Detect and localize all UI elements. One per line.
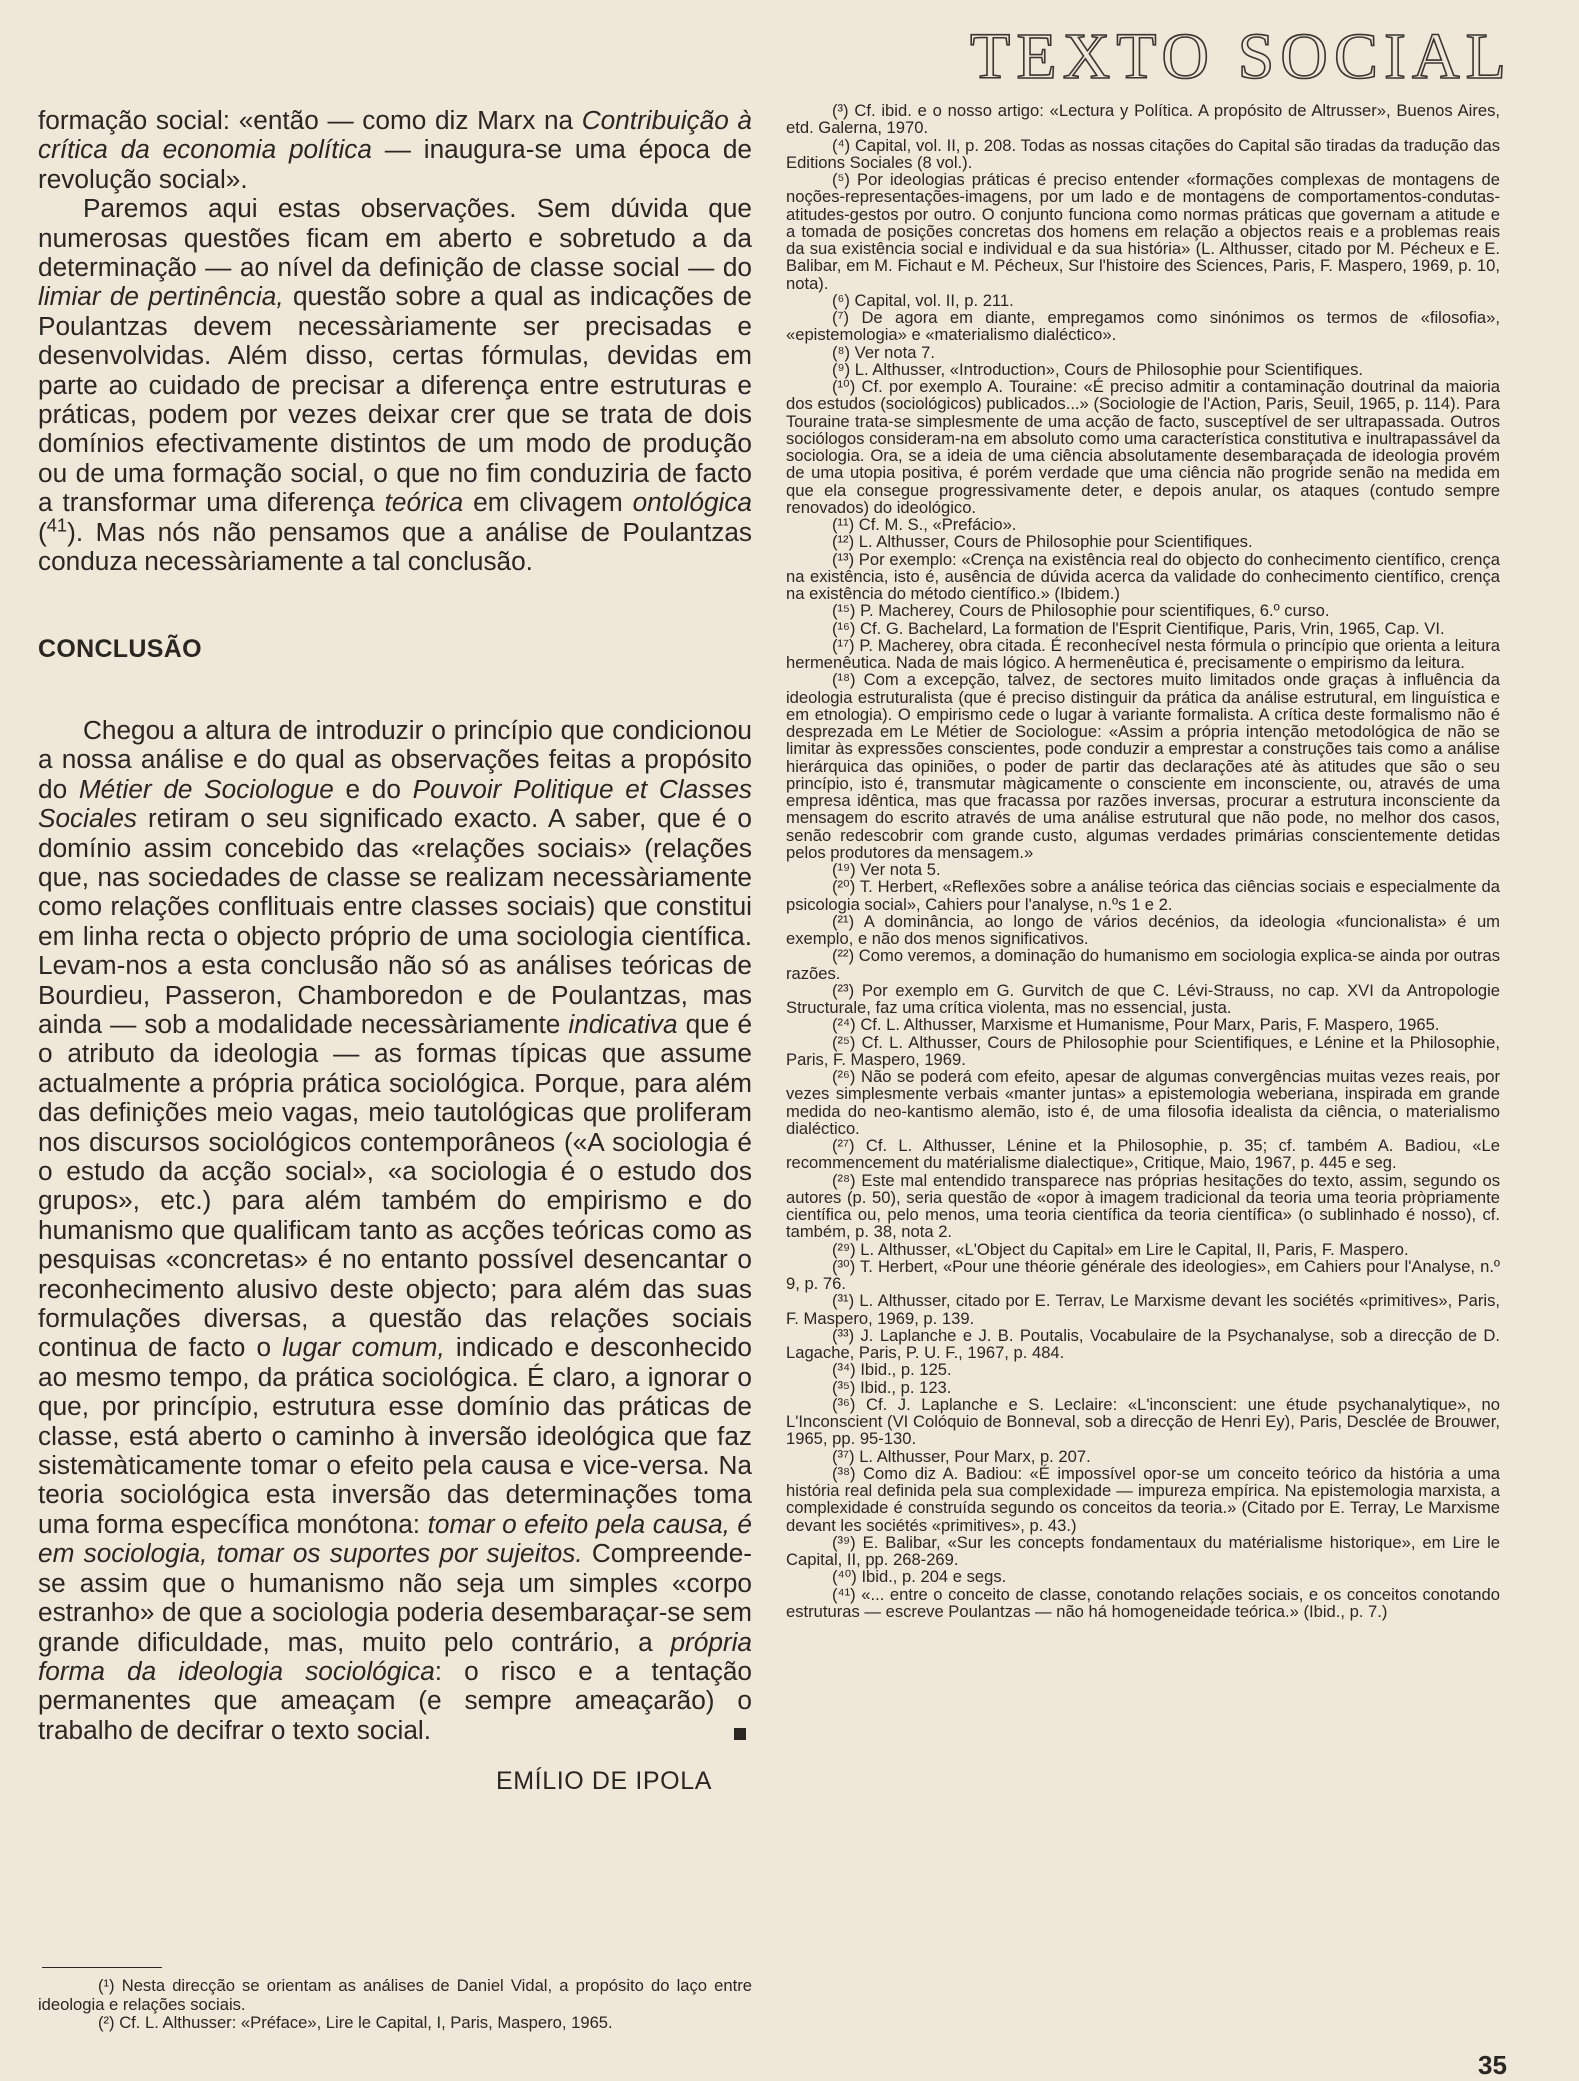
footnote: (¹¹) Cf. M. S., «Prefácio». bbox=[832, 515, 1017, 534]
main-text-column bbox=[38, 106, 752, 1797]
footnote: (¹³) Por exemplo: «Crença na existência real do objecto do conhecimento científico, crença na existência, isto é, ausência de dúvida acerca da validade do conhecimento científico, crença na existência do método científico.» (Ibidem.) bbox=[786, 549, 1500, 603]
footnote: (²⁸) Este mal entendido transparece nas próprias hesitações do texto, assim, segundo os autores (p. 50), seria questão de «opor à imagem tradicional da teoria uma teoria pròpriamente científica ou, pelo menos, uma teoria científica da teoria científica» (o sublinhado é nosso), cf. também, p. 38, nota 2. bbox=[786, 1170, 1500, 1242]
footnote: (²⁷) Cf. L. Althusser, Lénine et la Philosophie, p. 35; cf. também A. Badiou, «Le recommencement du matérialisme dialectique», Critique, Maio, 1967, p. 445 e seg. bbox=[786, 1136, 1500, 1173]
footnote: (³¹) L. Althusser, citado por E. Terrav, Le Marxisme devant les sociétés «primitives», Paris, F. Maspero, 1969, p. 139. bbox=[786, 1291, 1500, 1328]
end-mark-icon bbox=[734, 1728, 746, 1740]
footnote: (⁴⁰) Ibid., p. 204 e segs. bbox=[832, 1567, 1007, 1587]
footnote: (²³) Por exemplo em G. Gurvitch de que C. Lévi-Strauss, no cap. XVI da Antropologie Structurale, faz uma crítica violenta, mas no essencial, justa. bbox=[786, 980, 1500, 1017]
footnote: (⁹) L. Althusser, «Introduction», Cours de Philosophie pour Scientifiques. bbox=[832, 359, 1364, 379]
author-signature: EMÍLIO DE IPOLA bbox=[495, 1767, 712, 1796]
footnote-divider bbox=[42, 1967, 162, 1968]
footnote: (³³) J. Laplanche e J. B. Poutalis, Vocabulaire de la Psychanalyse, sob a direcção de D. Lagache, Paris, P. U. F., 1967, p. 484. bbox=[786, 1325, 1500, 1362]
footnote: (¹²) L. Althusser, Cours de Philosophie pour Scientifiques. bbox=[832, 532, 1253, 552]
section-title: TEXTO SOCIAL bbox=[970, 20, 1512, 93]
paragraph: Paremos aqui estas observações. Sem dúvida que numerosas questões ficam em aberto e sobretudo a da determinação — ao nível da definição de classe social — do limiar de pertinência, questão sobre a qual as indicações de Poulantzas devem necessàriamente ser precisadas e desenvolvidas. Além disso, certas fórmulas, devidas em parte ao cuidado de precisar a diferença entre estruturas e práticas, podem por vezes deixar crer que se trata de dois domínios efectivamente distintos de um modo de produção ou de uma formação social, o que no fim conduziria de facto a transformar uma diferença teórica em clivagem ontológica ($^{41}$). Mas nós não pensamos que a análise de Poulantzas conduza necessàriamente a tal conclusão. bbox=[38, 193, 753, 577]
footnote: (³) Cf. ibid. e o nosso artigo: «Lectura y Política. A propósito de Altrusser», Buenos Aires, etd. Galerna, 1970. bbox=[786, 101, 1500, 138]
footnote: (¹⁹) Ver nota 5. bbox=[832, 860, 941, 879]
footnote: (³⁷) L. Althusser, Pour Marx, p. 207. bbox=[832, 1446, 1091, 1466]
footnote: (⁶) Capital, vol. II, p. 211. bbox=[832, 290, 1014, 310]
footnote: (²⁴) Cf. L. Althusser, Marxisme et Humanisme, Pour Marx, Paris, F. Maspero, 1965. bbox=[832, 1015, 1440, 1035]
footnote: (³⁸) Como diz A. Badiou: «É impossível opor-se um conceito teórico da história a uma história real definida pela sua complexidade — impureza empírica. Na epistemologia marxista, a complexidade é construída segundo os conceitos da teoria.» (Citado por E. Terray, Le Marxisme devant les sociétés «primitives», p. 43.) bbox=[786, 1463, 1500, 1535]
footnote: (¹⁰) Cf. por exemplo A. Touraine: «É preciso admitir a contaminação doutrinal da maioria dos estudos (sociológicos) publicados...» (Sociologie de l'Action, Paris, Seuil, 1965, p. 114). Para Touraine trata-se simplesmente de uma acção de facto, susceptível de ser ultrapassada. Outros sociólogos consideram-na em absoluto como uma característica constitutiva e inultrapassável da sociologia. Ora, se a ideia de uma ciência absolutamente desembaraçada de ideologia provém de uma utopia positiva, é porém verdade que uma ciência não progride senão na medida em que ela consegue progressivamente deter, e depois anular, os ataques (contudo sempre renovados) do ideológico. bbox=[786, 377, 1500, 517]
footnote: (³⁵) Ibid., p. 123. bbox=[832, 1377, 952, 1397]
footnote: (¹⁶) Cf. G. Bachelard, La formation de l'Esprit Cientifique, Paris, Vrin, 1965, Cap. VI. bbox=[832, 618, 1445, 638]
section-heading: CONCLUSÃO bbox=[38, 634, 202, 663]
footnote: (²⁹) L. Althusser, «L'Object du Capital» em Lire le Capital, II, Paris, F. Maspero. bbox=[832, 1239, 1409, 1259]
footnote: (⁴¹) «... entre o conceito de classe, conotando relações sociais, e os conceitos conotando estruturas — escreve Poulantzas — não há homogeneidade teórica.» (Ibid., p. 7.) bbox=[786, 1584, 1500, 1621]
footnote: (³⁹) E. Balibar, «Sur les concepts fondamentaux du matérialisme historique», em Lire le Capital, II, pp. 268-269. bbox=[786, 1532, 1500, 1569]
footnote: (¹⁵) P. Macherey, Cours de Philosophie pour scientifiques, 6.º curso. bbox=[832, 601, 1330, 621]
footnote: (⁸) Ver nota 7. bbox=[832, 342, 935, 362]
footnote: (³⁴) Ibid., p. 125. bbox=[832, 1360, 952, 1380]
left-footnotes bbox=[38, 1977, 752, 2033]
footnote: (¹) Nesta direcção se orientam as análises de Daniel Vidal, a propósito do laço entre ideologia e relações sociais. bbox=[38, 1976, 752, 2014]
footnote: (⁷) De agora em diante, empregamos como sinónimos os termos de «filosofia», «epistemologia» e «materialismo dialéctico». bbox=[786, 308, 1500, 345]
footnote: (²⁵) Cf. L. Althusser, Cours de Philosophie pour Scientifiques, e Lénine et la Philosophie, Paris, F. Maspero, 1969. bbox=[786, 1032, 1500, 1069]
footnote: (²¹) A dominância, ao longo de vários decénios, da ideologia «funcionalista» é um exemplo, e não dos menos significativos. bbox=[786, 911, 1500, 948]
footnote: (⁵) Por ideologias práticas é preciso entender «formações complexas de montagens de noções-representações-imagens, por um lado e de montagens de comportamentos-condutas-atitudes-gestos por outro. O conjunto funciona como normas práticas que governam a atitude e a tomada de posições concretas dos homens em relação a objectos reais e a problemas reais da sua existência social e individual e da sua história» (L. Althusser, citado por M. Pécheux e E. Balibar, em M. Fichaut e M. Pécheux, Sur l'histoire des Sciences, Paris, F. Maspero, 1969, p. 10, nota). bbox=[786, 170, 1500, 293]
right-footnotes-column bbox=[786, 102, 1500, 1620]
paragraph: formação social: «então — como diz Marx na Contribuição à crítica da economia política — inaugura-se uma época de revolução social». bbox=[38, 105, 752, 194]
paragraph: Chegou a altura de introduzir o princípio que condicionou a nossa análise e do qual as observações feitas a propósito do Métier de Sociologue e do Pouvoir Politique et Classes Sociales retiram o seu significado exacto. A saber, que é o domínio assim concebido das «relações sociais» (relações que, nas sociedades de classe se realizam necessàriamente como relações conflituais entre classes sociais) que constitui em linha recta o objecto próprio de uma sociologia científica. Levam-nos a esta conclusão não só as análises teóricas de Bourdieu, Passeron, Chamboredon e de Poulantzas, mas ainda — sob a modalidade necessàriamente indicativa que é o atributo da ideologia — as formas típicas que assume actualmente a própria prática sociológica. Porque, para além das definições meio vagas, meio tautológicas que proliferam nos discursos sociológicos contemporâneos («A sociologia é o estudo da acção social», «a sociologia é o estudo dos grupos», etc.) para além também do empirismo e do humanismo que qualificam tanto as acções teóricas como as pesquisas «concretas» é no entanto possível desencantar o reconhecimento alusivo deste objecto; para além das suas formulações diversas, a questão das relações sociais continua de facto o lugar comum, indicado e desconhecido ao mesmo tempo, da prática sociológica. É claro, a ignorar o que, por princípio, estrutura esse domínio das práticas de classe, está aberto o caminho à inversão ideológica que faz sistemàticamente tomar o efeito pela causa e vice-versa. Na teoria sociológica esta inversão das determinações toma uma forma específica monótona: tomar o efeito pela causa, é em sociologia, tomar os suportes por sujeitos. Compreende-se assim que o humanismo não seja um simples «corpo estranho» de que a sociologia poderia desembaraçar-se sem grande dificuldade, mas, muito pelo contrário, a própria forma da ideologia sociológica: o risco e a tentação permanentes que ameaçam (e sempre ameaçarão) o trabalho de decifrar o texto social. bbox=[38, 714, 753, 1745]
footnote: (¹⁸) Com a excepção, talvez, de sectores muito limitados onde graças à influência da ideologia estruturalista (que é preciso distinguir da prática da análise estrutural, em linguística e em etnologia). O empirismo cede o lugar à variante formalista. A crítica deste formalismo não é desprezada em Le Métier de Sociologue: «Assim a própria intenção metodológica de não se limitar às expressões conscientes, pode conduzir a emprestar a construções tais como a análise hierárquica das opiniões, o poder de partir das declarações até às atitudes que são o seu princípio, isto é, transmutar màgicamente o consciente em inconsciente, ou, através de uma empresa idêntica, mas que fracassa por razões inversas, procurar a estrutura inconsciente da mensagem do escrito através de uma análise estrutural que não pode, no melhor dos casos, senão redescobrir com grande custo, algumas verdades primárias conscientemente detidas pelos produtores da mensagem.» bbox=[786, 670, 1500, 862]
footnote: (²⁰) T. Herbert, «Reflexões sobre a análise teórica das ciências sociais e especialmente da psicologia social», Cahiers pour l'analyse, n.ºs 1 e 2. bbox=[786, 877, 1500, 914]
footnote: (²) Cf. L. Althusser: «Préface», Lire le Capital, I, Paris, Maspero, 1965. bbox=[98, 2013, 613, 2033]
footnote: (³⁰) T. Herbert, «Pour une théorie générale des ideologies», em Cahiers pour l'Analyse, n.º 9, p. 76. bbox=[786, 1256, 1500, 1293]
footnote: (⁴) Capital, vol. II, p. 208. Todas as nossas citações do Capital são tiradas da tradução das Editions Sociales (8 vol.). bbox=[786, 135, 1500, 172]
footnote: (²⁶) Não se poderá com efeito, apesar de algumas convergências muitas vezes reais, por vezes simplesmente verbais «manter juntas» a epistemologia weberiana, inspirada em grande medida do neo-kantismo alemão, isto é, de uma filosofia idealista da ciência, o materialismo dialéctico. bbox=[786, 1067, 1500, 1138]
page-number: 35 bbox=[1478, 2050, 1507, 2080]
footnote: (¹⁷) P. Macherey, obra citada. É reconhecível nesta fórmula o princípio que orienta a leitura hermenêutica. Nada de mais lógico. A hermenêutica é, precisamente o empirismo da leitura. bbox=[786, 635, 1500, 672]
footnote: (³⁶) Cf. J. Laplanche e S. Leclaire: «L'inconscient: une étude psychanalytique», no L'Inconscient (VI Colóquio de Bonneval, sob a direcção de Henri Ey), Paris, Desclée de Brouwer, 1965, pp. 95-130. bbox=[786, 1394, 1500, 1449]
footnote: (²²) Como veremos, a dominação do humanismo em sociologia explica-se ainda por outras razões. bbox=[786, 946, 1500, 983]
